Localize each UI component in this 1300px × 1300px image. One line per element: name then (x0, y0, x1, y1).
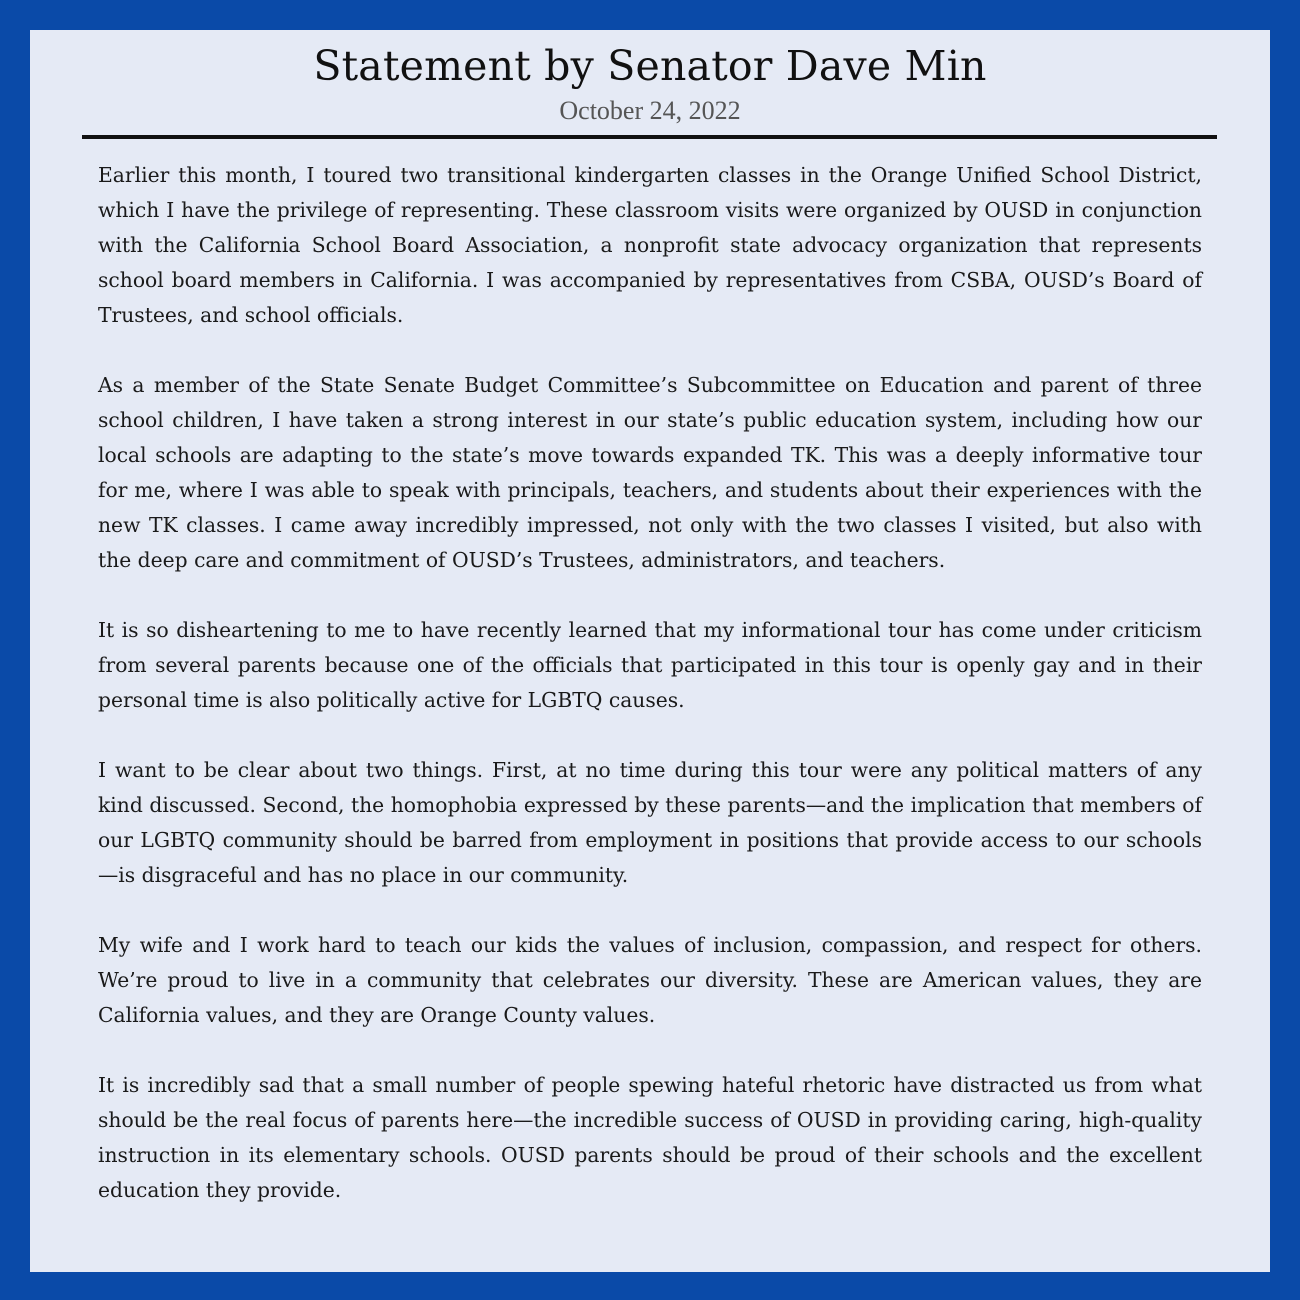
statement-panel (30, 30, 1270, 1272)
statement-date: October 24, 2022 (559, 96, 741, 125)
title-divider (82, 135, 1217, 139)
statement-title: Statement by Senator Dave Min (313, 42, 987, 90)
paragraph: It is so disheartening to me to have recently learned that my informational tour has come under criticism from several parents because one of the officials that participated in this tour is openly gay and in their personal time is also politically active for LGBTQ causes. (98, 618, 1202, 712)
paragraph: As a member of the State Senate Budget Committee’s Subcommittee on Education and parent of three school children, I have taken a strong interest in our state’s public education system, including how our local schools are adapting to the state’s move towards expanded TK. This was a deeply informative tour for me, where I was able to speak with principals, teachers, and students about their experiences with the new TK classes. I came away incredibly impressed, not only with the two classes I visited, but also with the deep care and commitment of OUSD’s Trustees, administrators, and teachers. (98, 373, 1202, 572)
paragraph: I want to be clear about two things. First, at no time during this tour were any political matters of any kind discussed. Second, the homophobia expressed by these parents—and the implication that members of our LGBTQ community should be barred from employment in positions that provide access to our schools—is disgraceful and has no place in our community. (98, 758, 1202, 887)
paragraph: My wife and I work hard to teach our kids the values of inclusion, compassion, and respect for others. We’re proud to live in a community that celebrates our diversity. These are American values, they are California values, and they are Orange County values. (98, 933, 1202, 1027)
paragraph: It is incredibly sad that a small number of people spewing hateful rhetoric have distracted us from what should be the real focus of parents here—the incredible success of OUSD in providing caring, high-quality instruction in its elementary schools. OUSD parents should be proud of their schools and the excellent education they provide. (98, 1073, 1202, 1202)
paragraph: Earlier this month, I toured two transitional kindergarten classes in the Orange Unified School District, which I have the privilege of representing. These classroom visits were organized by OUSD in conjunction with the California School Board Association, a nonprofit state advocacy organization that represents school board members in California. I was accompanied by representatives from CSBA, OUSD’s Board of Trustees, and school officials. (98, 163, 1202, 327)
statement-body (98, 158, 1202, 1208)
